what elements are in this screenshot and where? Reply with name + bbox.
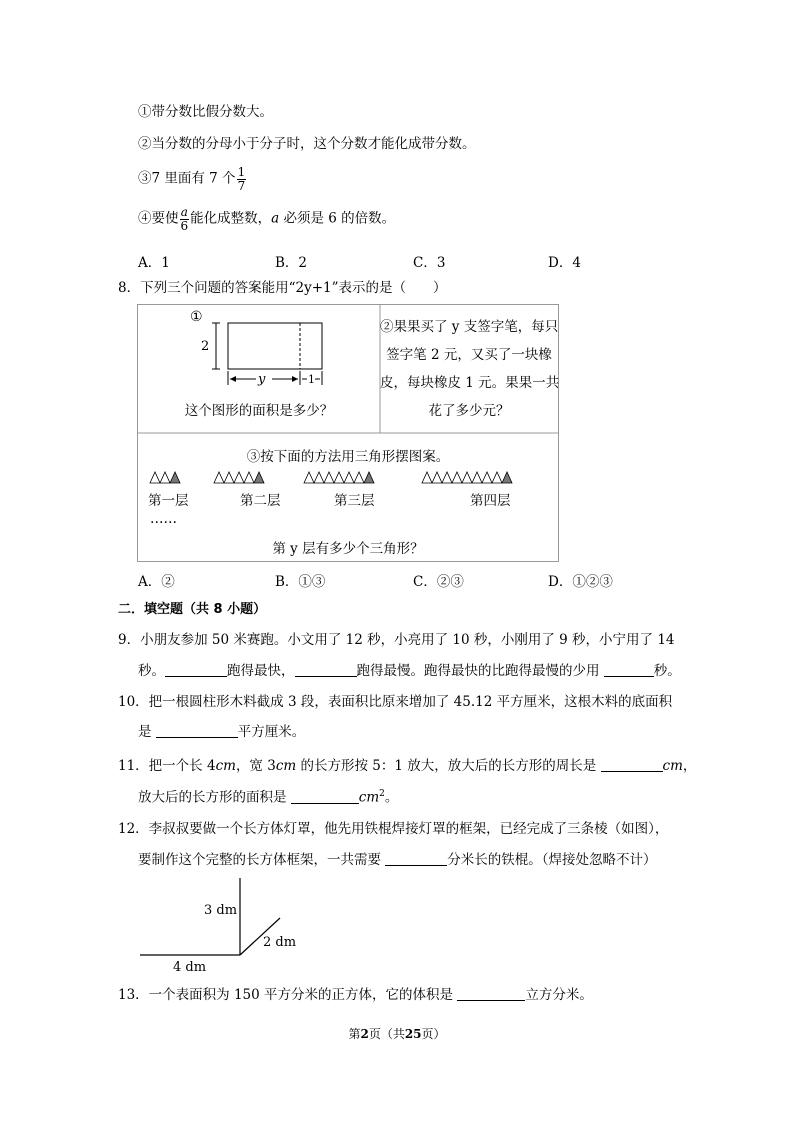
q7-option-c[interactable]: C．3 bbox=[413, 255, 446, 271]
triangle-patterns bbox=[150, 472, 512, 483]
triangle-outline-icon bbox=[324, 472, 334, 483]
page-number: 2 bbox=[360, 1027, 369, 1041]
q11-text-c: 的长方形按 5：1 放大，放大后的长方形的周长是 bbox=[296, 758, 601, 774]
footer-text: 页（共 bbox=[368, 1027, 405, 1041]
q7-statement-2: ②当分数的分母小于分子时，这个分数才能化成带分数。 bbox=[138, 136, 476, 152]
dim-width-label: 4 dm bbox=[173, 960, 207, 975]
triangle-filled-icon bbox=[254, 472, 264, 483]
fraction-denominator: 7 bbox=[237, 178, 246, 193]
q13-text-a: 13．一个表面积为 150 平方分米的正方体，它的体积是 bbox=[118, 987, 458, 1003]
triangle-outline-icon bbox=[344, 472, 354, 483]
triangle-filled-icon bbox=[364, 472, 374, 483]
q12-line-1: 12．李叔叔要做一个长方体灯罩，他先用铁棍焊接灯罩的框架，已经完成了三条棱（如图）， bbox=[118, 821, 669, 837]
q11-text-d: ， bbox=[682, 758, 697, 774]
triangle-outline-icon bbox=[472, 472, 482, 483]
fraction-numerator: 1 bbox=[237, 165, 246, 179]
q9-blank-slowest[interactable] bbox=[295, 664, 357, 677]
q9-blank-fastest[interactable] bbox=[165, 664, 227, 677]
q9-text-c: 跑得最慢。跑得最快的比跑得最慢的少用 bbox=[356, 663, 604, 679]
q7-option-b[interactable]: B．2 bbox=[275, 255, 308, 271]
variable-a: a bbox=[271, 210, 280, 227]
arrow-left-icon bbox=[230, 376, 236, 382]
layer-label-4: 第四层 bbox=[470, 493, 511, 509]
q7-statement-1: ①带分数比假分数大。 bbox=[138, 104, 273, 120]
layer-label-2: 第二层 bbox=[240, 493, 281, 509]
rectangle-figure bbox=[228, 323, 322, 369]
q7-option-a[interactable]: A．1 bbox=[138, 255, 170, 271]
q11-line-2 bbox=[138, 790, 398, 805]
cell1-mark: ① bbox=[190, 309, 203, 325]
q12-frame-figure bbox=[130, 870, 330, 980]
footer-text: 第 bbox=[348, 1027, 361, 1041]
fraction-denominator: 6 bbox=[180, 218, 189, 233]
q11-text-a: 11．把一个长 4 bbox=[118, 758, 216, 774]
q9-text-a: 秒。 bbox=[138, 663, 165, 679]
triangle-outline-icon bbox=[334, 472, 344, 483]
arrow-right-icon bbox=[292, 376, 298, 382]
q9-blank-difference[interactable] bbox=[604, 664, 654, 677]
cell1-y-label: y bbox=[258, 372, 266, 387]
q7-statement-3 bbox=[138, 166, 247, 192]
q10-blank-base-area[interactable] bbox=[156, 725, 238, 738]
q8-option-b[interactable]: B．①③ bbox=[275, 574, 326, 590]
q11-blank-area[interactable] bbox=[291, 791, 359, 804]
fraction-one-seventh bbox=[237, 166, 247, 192]
q7-statement-4-post: 必须是 6 的倍数。 bbox=[279, 210, 396, 227]
q12-line-2 bbox=[138, 853, 657, 868]
triangle-outline-icon bbox=[422, 472, 432, 483]
q10-line-2 bbox=[138, 725, 305, 740]
page-footer bbox=[0, 1025, 794, 1042]
q9-line-1: 9．小朋友参加 50 米赛跑。小文用了 12 秒，小亮用了 10 秒，小刚用了 9 秒，小宁用了 14 bbox=[118, 632, 675, 648]
q10-text-b: 平方厘米。 bbox=[237, 724, 306, 740]
triangle-outline-icon bbox=[224, 472, 234, 483]
triangle-filled-icon bbox=[502, 472, 512, 483]
q11-text-f: 。 bbox=[384, 789, 399, 806]
dim-depth-label: 2 dm bbox=[263, 935, 297, 950]
q9-text-d: 秒。 bbox=[653, 663, 681, 679]
unit-squared: 2 bbox=[379, 789, 385, 799]
q13-text-b: 立方分米。 bbox=[525, 987, 593, 1003]
ellipsis: …… bbox=[150, 511, 177, 527]
q7-statement-4-pre: ④要使 bbox=[138, 210, 179, 227]
triangle-outline-icon bbox=[452, 472, 462, 483]
cell2-line-4: 花了多少元？ bbox=[428, 403, 510, 419]
unit-cm: cm bbox=[275, 758, 297, 774]
triangle-outline-icon bbox=[432, 472, 442, 483]
q8-option-c[interactable]: C．②③ bbox=[413, 574, 464, 590]
total-pages: 25 bbox=[404, 1027, 422, 1041]
layer-label-3: 第三层 bbox=[334, 493, 375, 509]
q13-line bbox=[118, 988, 593, 1003]
q8-option-a[interactable]: A．② bbox=[138, 574, 175, 590]
q10-line-1: 10．把一根圆柱形木料截成 3 段，表面积比原来增加了 45.12 平方厘米，这根木料的底面积 bbox=[118, 694, 673, 710]
q12-blank-length[interactable] bbox=[385, 853, 447, 866]
cell2-line-3: 皮，每块橡皮 1 元。果果一共 bbox=[380, 375, 560, 391]
triangle-outline-icon bbox=[314, 472, 324, 483]
q8-option-d[interactable]: D．①②③ bbox=[548, 574, 613, 590]
cell2-line-2: 签字笔 2 元，又买了一块橡 bbox=[386, 347, 552, 363]
layer-label-1: 第一层 bbox=[148, 493, 189, 509]
triangle-filled-icon bbox=[170, 472, 180, 483]
triangle-outline-icon bbox=[214, 472, 224, 483]
triangle-outline-icon bbox=[150, 472, 160, 483]
q7-statement-4 bbox=[138, 206, 395, 232]
q7-statement-4-mid: 能化成整数， bbox=[190, 210, 272, 227]
triangle-outline-icon bbox=[304, 472, 314, 483]
q8-problem-table bbox=[137, 304, 559, 562]
triangle-outline-icon bbox=[482, 472, 492, 483]
triangle-outline-icon bbox=[462, 472, 472, 483]
q10-text-a: 是 bbox=[138, 724, 156, 740]
q8-stem: 8．下列三个问题的答案能用“2y+1”表示的是（ ） bbox=[118, 280, 447, 296]
q11-text-b: ，宽 3 bbox=[235, 758, 276, 774]
q12-text-a: 要制作这个完整的长方体框架，一共需要 bbox=[138, 852, 386, 868]
cell1-question: 这个图形的面积是多少？ bbox=[184, 403, 334, 419]
triangle-outline-icon bbox=[234, 472, 244, 483]
triangle-outline-icon bbox=[244, 472, 254, 483]
footer-text: 页） bbox=[421, 1027, 446, 1041]
unit-cm: cm bbox=[358, 789, 380, 806]
q7-option-d[interactable]: D．4 bbox=[548, 255, 581, 271]
triangle-outline-icon bbox=[442, 472, 452, 483]
q9-line-2 bbox=[138, 664, 681, 679]
q7-statement-3-text: ③7 里面有 7 个 bbox=[138, 170, 236, 187]
unit-cm: cm bbox=[215, 758, 236, 774]
q11-line-1 bbox=[118, 759, 696, 774]
cell1-height-label: 2 bbox=[201, 339, 210, 354]
fraction-a-over-6 bbox=[180, 206, 190, 232]
triangle-outline-icon bbox=[160, 472, 170, 483]
cell2-line-1: ②果果买了 y 支签字笔，每只 bbox=[380, 319, 559, 335]
triangle-outline-icon bbox=[492, 472, 502, 483]
q11-text-e: 放大后的长方形的面积是 bbox=[138, 789, 291, 806]
q11-blank-perimeter[interactable] bbox=[601, 759, 663, 772]
section-2-title: 二．填空题（共 8 小题） bbox=[118, 602, 267, 617]
triangle-outline-icon bbox=[354, 472, 364, 483]
cell1-one-label: 1 bbox=[308, 373, 315, 386]
fraction-numerator: a bbox=[180, 205, 188, 219]
q12-text-b: 分米长的铁棍。（焊接处忽略不计） bbox=[447, 852, 657, 868]
cell3-question: 第 y 层有多少个三角形？ bbox=[272, 541, 424, 557]
dim-height-label: 3 dm bbox=[204, 903, 238, 918]
q9-text-b: 跑得最快， bbox=[227, 663, 295, 679]
cell3-title: ③按下面的方法用三角形摆图案。 bbox=[246, 449, 450, 465]
unit-cm: cm bbox=[662, 758, 683, 774]
q13-blank-volume[interactable] bbox=[457, 988, 525, 1001]
